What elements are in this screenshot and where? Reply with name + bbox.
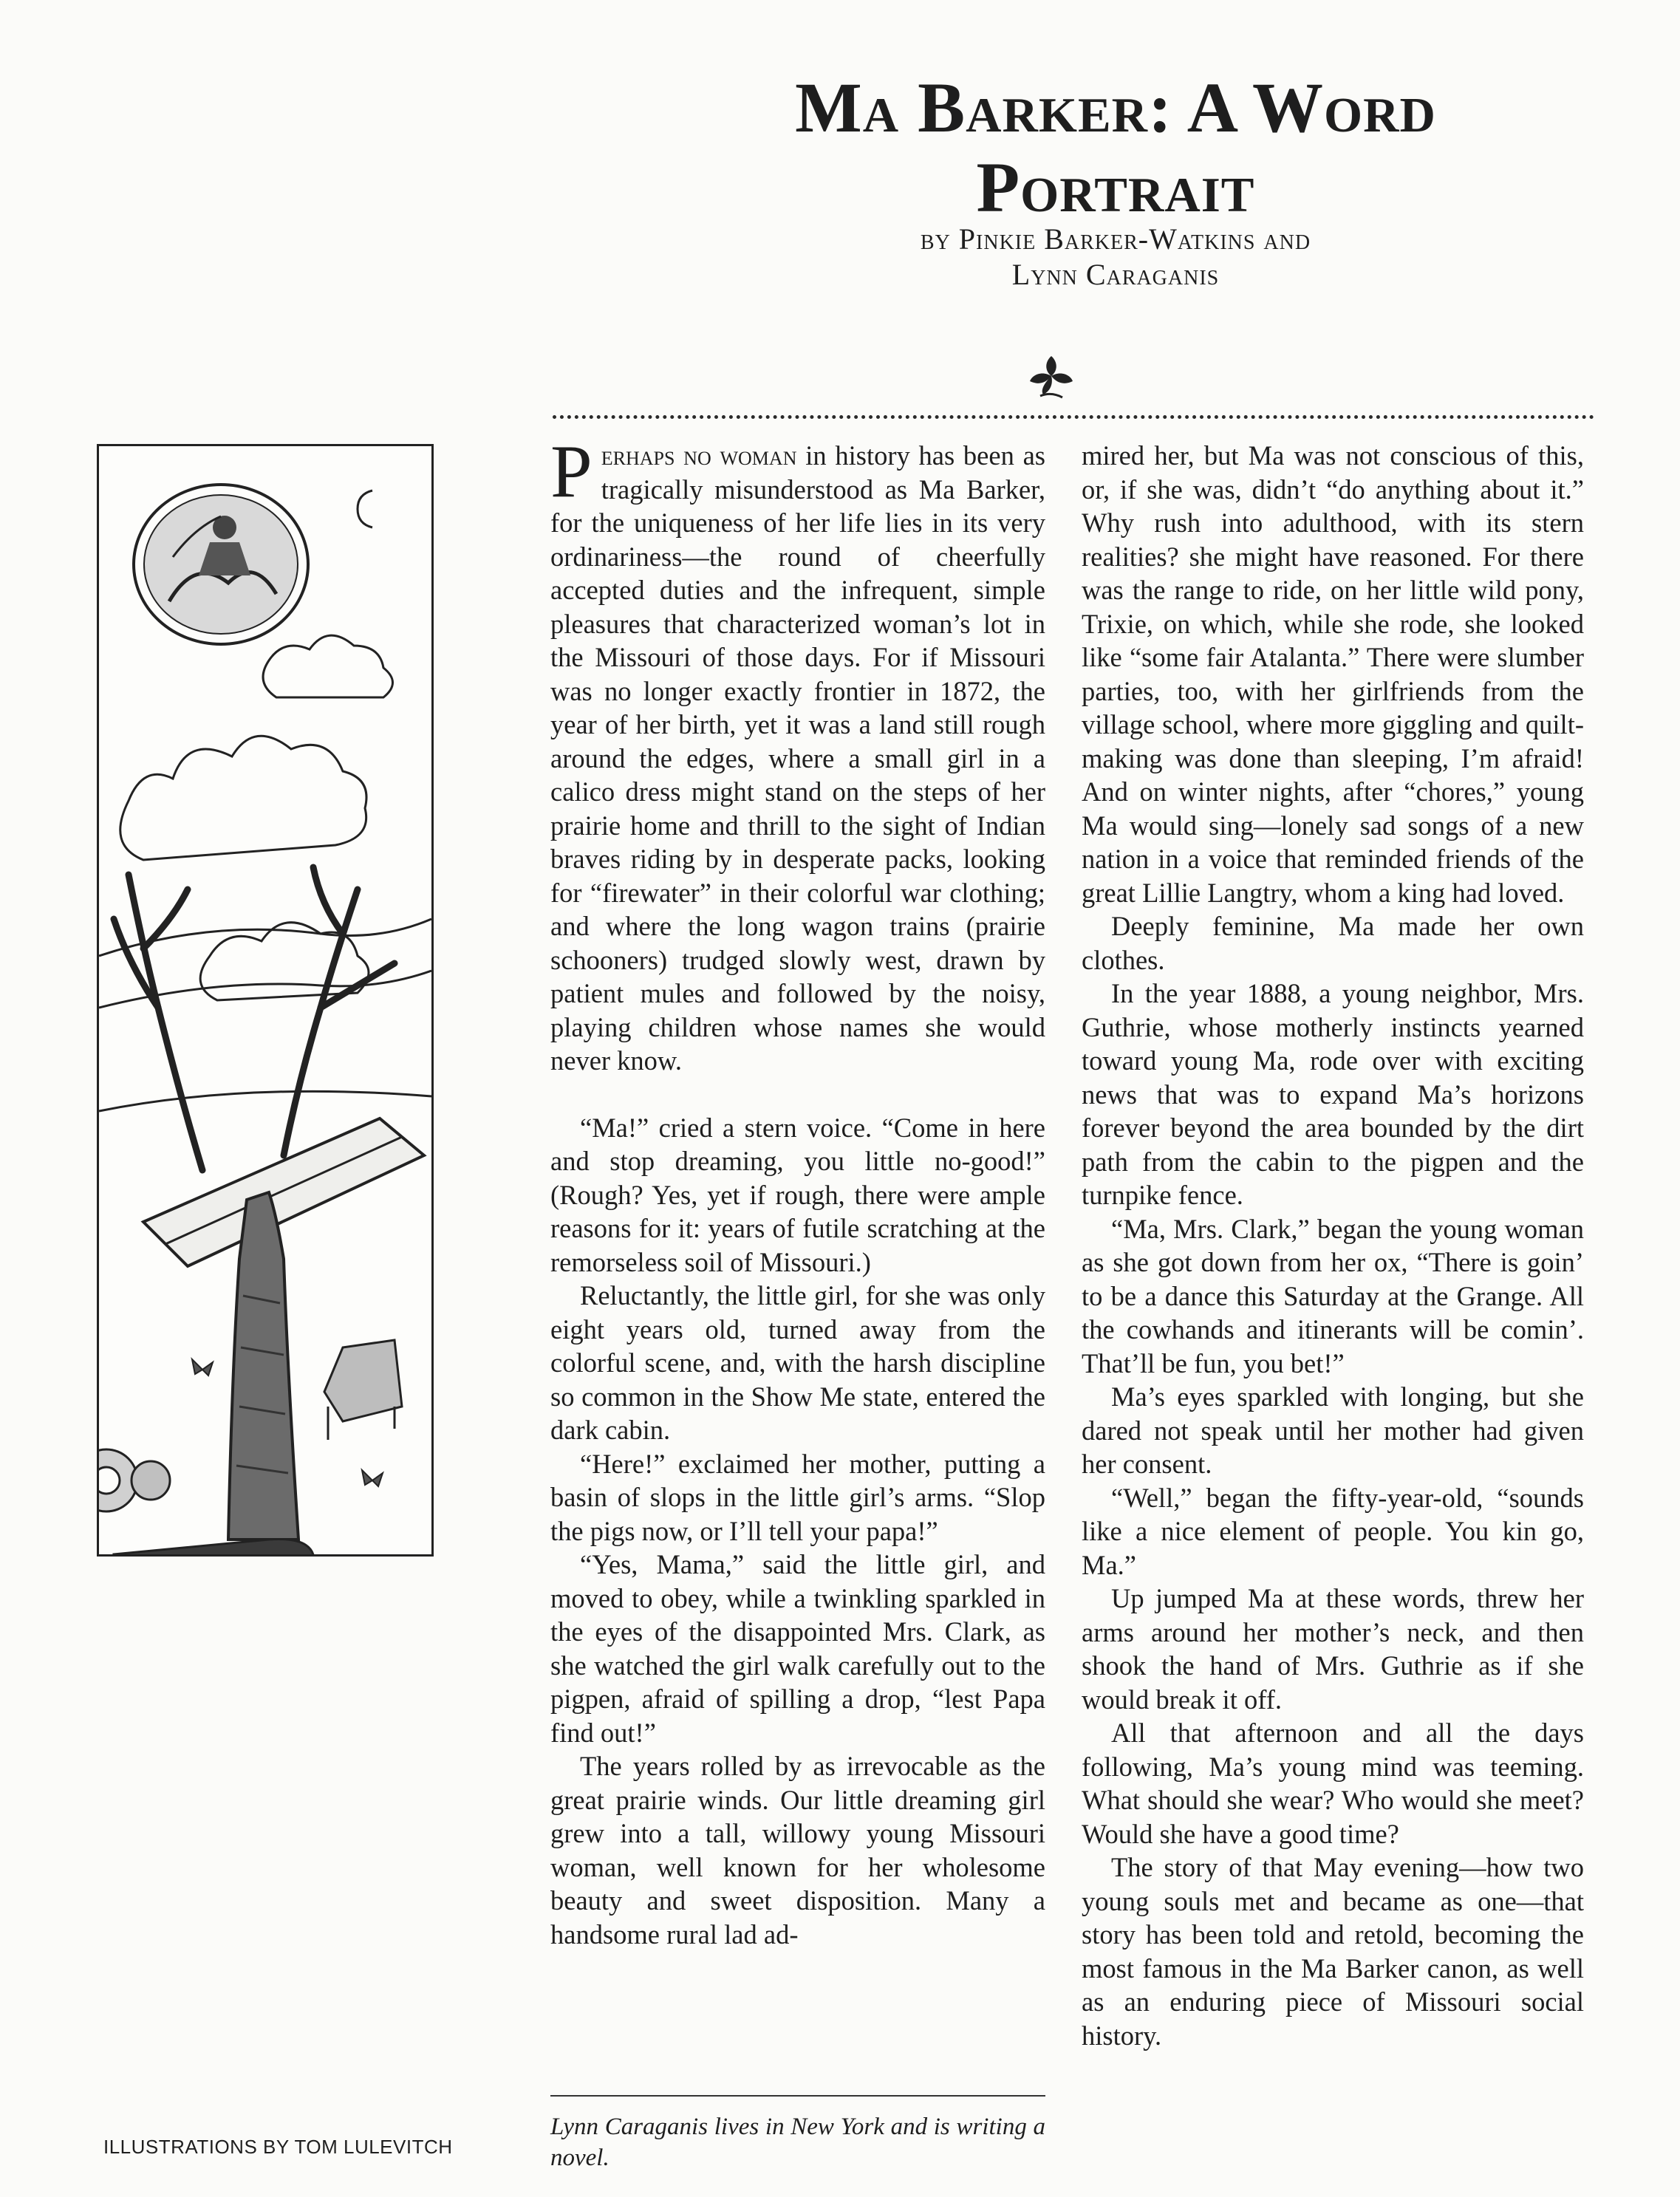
tree-illustration (99, 446, 431, 1554)
byline (561, 222, 1670, 293)
paragraph: “Yes, Mama,” said the little girl, and moved to obey, while a twinkling sparkled in the eyes of the disappointed Mrs. Clark, as she watched the girl walk carefully out to the pigpen, afraid of spilling a drop, “lest Papa find out!” (550, 1549, 1045, 1748)
paragraph-text: in history has been as tragically misunderstood as Ma Barker, for the uniqueness of her life lies in its very ordinariness—the round of cheerfully accepted duties and the infrequent, simple pleasures that characterized woman’s lot in the Missouri of those days. For if Missouri was no longer exactly frontier in 1872, the year of her birth, yet it was a land still rough around the edges, where a small girl in a calico dress might stand on the steps of her prairie home and thrill to the sight of Indian braves riding by in desperate packs, looking for “firewater” in their colorful war clothing; and where the long wagon trains (prairie schooners) trudged slowly west, drawn by patient mules and followed by the noisy, playing children whose names she would never know. (550, 440, 1045, 1076)
paragraph: “Ma, Mrs. Clark,” began the young woman as she got down from her ox, “There is goin’ to be a dance this Saturday at the Grange. All the cowhands and itinerants will be comin’. That’ll be fun, you bet!” (1082, 1213, 1584, 1378)
paragraph: “Here!” exclaimed her mother, putting a basin of slops in the little girl’s arms. “Slop the pigs now, or I’ll tell your papa!” (550, 1448, 1045, 1546)
lead-in: erhaps no woman (601, 440, 797, 471)
article-column-2 (1082, 439, 1584, 2052)
dotted-divider (553, 415, 1594, 419)
paragraph: Reluctantly, the little girl, for she was only eight years old, turned away from the colorful scene, and, with the harsh discipline so common in the Show Me state, entered the dark cabin. (550, 1280, 1045, 1445)
byline-line-2: Lynn Caraganis (1011, 258, 1220, 291)
gear-icon (99, 1449, 170, 1511)
paragraph: The story of that May evening—how two young souls met and became as one—that story has been told and retold, becoming the most famous in the Ma Barker canon, as well as an enduring piece of Missouri social history. (1082, 1852, 1584, 2051)
author-footnote: Lynn Caraganis lives in New York and is writing a novel. (550, 2114, 1045, 2171)
title-line-1: Ma Barker: A Word (795, 68, 1436, 147)
paragraph: “Ma!” cried a stern voice. “Come in here and stop dreaming, you little no-good!” (Rough? Yes, yet if rough, there were ample reasons for it: years of futile scratching at the remorseless soil of Missouri.) (550, 1112, 1045, 1277)
paragraph (550, 430, 1045, 1078)
armchair-icon (324, 1340, 402, 1440)
illustration-credit: ILLUSTRATIONS BY TOM LULEVITCH (103, 2136, 453, 2158)
paragraph: mired her, but Ma was not conscious of this, or, if she was, didn’t “do anything about it.” Why rush into adulthood, with its stern realities? she might have reasoned. For there was the range to ride, on her little wild pony, Trixie, on which, while she rode, she looked like “some fair Atalanta.” There were slumber parties, too, with her girlfriends from the village school, where more giggling and quilt-making was done than sleeping, I’m afraid! And on winter nights, after “chores,” young Ma would sing—lonely sad songs of a new nation in a voice that reminded friends of the great Lillie Langtry, whom a king had loved. (1082, 440, 1584, 908)
piano-icon (114, 1540, 314, 1555)
article-column-1 (550, 430, 1045, 1951)
byline-line-1: by Pinkie Barker-Watkins and (920, 222, 1311, 256)
drop-cap: P (550, 430, 593, 513)
cloud-icon (120, 635, 393, 1000)
leaf-ornament-icon (1025, 352, 1077, 403)
paragraph: In the year 1888, a young neighbor, Mrs. Guthrie, whose motherly instincts yearned toward young Ma, rode over with exciting news that was to expand Ma’s horizons forever beyond the area bounded by the dirt path from the cabin to the pigpen and the turnpike fence. (1082, 978, 1584, 1210)
paragraph: All that afternoon and all the days following, Ma’s young mind was teeming. What should she wear? Who would she meet? Would she have a good time? (1082, 1718, 1584, 1849)
medallion-icon (134, 485, 308, 644)
paragraph: Up jumped Ma at these words, threw her arms around her mother’s neck, and then shook the hand of Mrs. Guthrie as if she would break it off. (1082, 1583, 1584, 1715)
paragraph: Ma’s eyes sparkled with longing, but she dared not speak until her mother had given her consent. (1082, 1381, 1584, 1479)
title-line-2: Portrait (976, 148, 1255, 227)
illustration-panel (97, 444, 434, 1557)
paragraph: The years rolled by as irrevocable as the great prairie winds. Our little dreaming girl grew into a tall, willowy young Missouri woman, well known for her wholesome beauty and sweet disposition. Many a handsome rural lad ad- (550, 1751, 1045, 1950)
article-title (561, 68, 1670, 228)
paragraph: Deeply feminine, Ma made her own clothes. (1082, 911, 1584, 975)
paragraph: “Well,” began the fifty-year-old, “sounds like a nice element of people. You kin go, Ma.” (1082, 1482, 1584, 1580)
footnote-rule (550, 2095, 1045, 2097)
